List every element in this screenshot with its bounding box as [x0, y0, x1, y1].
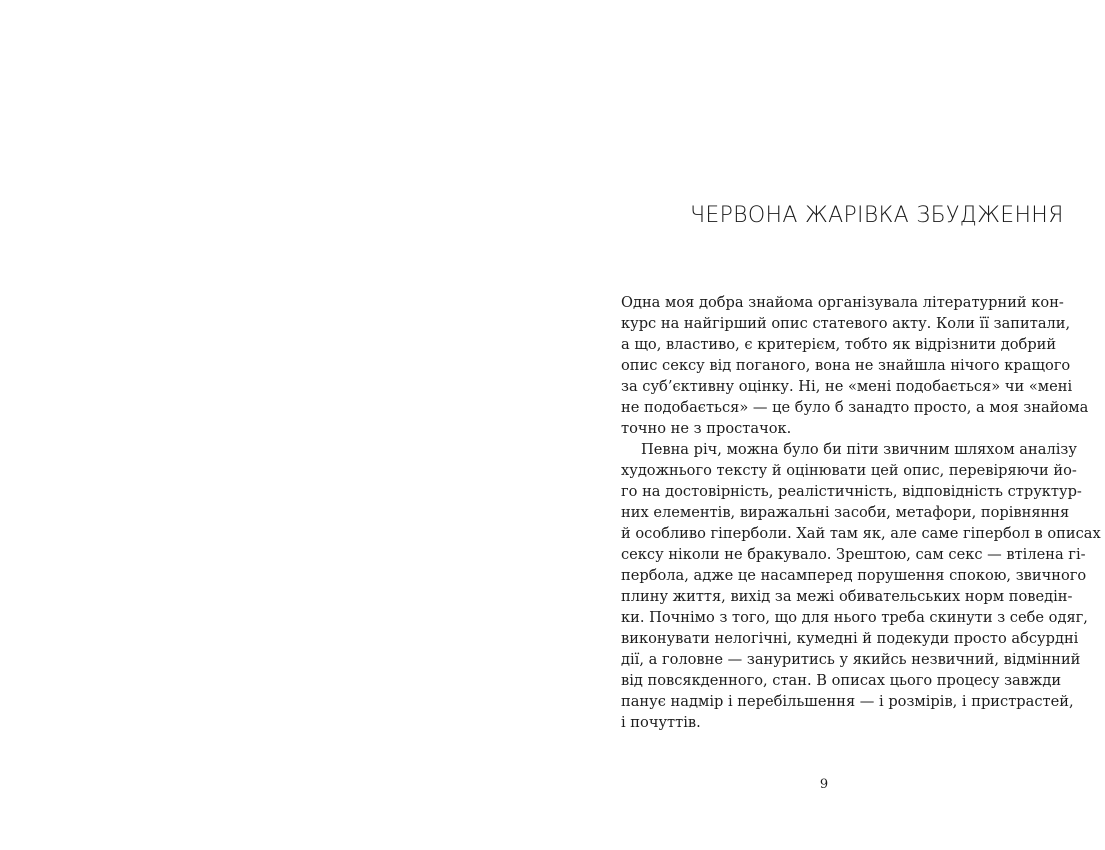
- chapter-title: ЧЕРВОНА ЖАРІВКА ЗБУДЖЕННЯ: [690, 203, 1064, 228]
- text-line: ки. Почнімо з того, що для нього треба скинути з себе одяг,: [621, 609, 1088, 626]
- text-line: дії, а головне — зануритись у якийсь незвичний, відмінний: [621, 651, 1081, 668]
- text-line: пербола, адже це насамперед порушення спокою, звичного: [621, 567, 1087, 584]
- text-line: і почуттів.: [621, 714, 701, 731]
- text-line: плину життя, вихід за межі обивательських норм поведін-: [621, 588, 1073, 605]
- text-line: за суб’єктивну оцінку. Ні, не «мені подобається» чи «мені: [621, 378, 1073, 395]
- left-page-blank: [0, 0, 552, 850]
- text-line: Одна моя добра знайома організувала літературний кон-: [621, 294, 1064, 311]
- text-line: сексу ніколи не бракувало. Зрештою, сам секс — втілена гі-: [621, 546, 1086, 563]
- text-line: них елементів, виражальні засоби, метафори, порівняння: [621, 504, 1070, 521]
- text-line: го на достовірність, реалістичність, відповідність структур-: [621, 483, 1082, 500]
- text-line: опис сексу від поганого, вона не знайшла нічого кращого: [621, 357, 1071, 374]
- text-line: Певна річ, можна було би піти звичним шляхом аналізу: [641, 441, 1077, 458]
- text-line: художнього тексту й оцінювати цей опис, перевіряючи йо-: [621, 462, 1077, 479]
- text-line: не подобається» — це було б занадто просто, а моя знайома: [621, 399, 1089, 416]
- text-line: й особливо гіперболи. Хай там як, але саме гіпербол в описах: [621, 525, 1101, 542]
- page-number: 9: [819, 777, 829, 792]
- text-line: курс на найгірший опис статевого акту. Коли її запитали,: [621, 315, 1071, 332]
- chapter-body: [621, 292, 1101, 733]
- text-line: точно не з простачок.: [621, 420, 792, 437]
- text-line: панує надмір і перебільшення — і розмірів, і пристрастей,: [621, 693, 1074, 710]
- text-line: а що, властиво, є критерієм, тобто як відрізнити добрий: [621, 336, 1057, 353]
- text-line: від повсякденного, стан. В описах цього процесу завжди: [621, 672, 1062, 689]
- text-line: виконувати нелогічні, кумедні й подекуди просто абсурдні: [621, 630, 1079, 647]
